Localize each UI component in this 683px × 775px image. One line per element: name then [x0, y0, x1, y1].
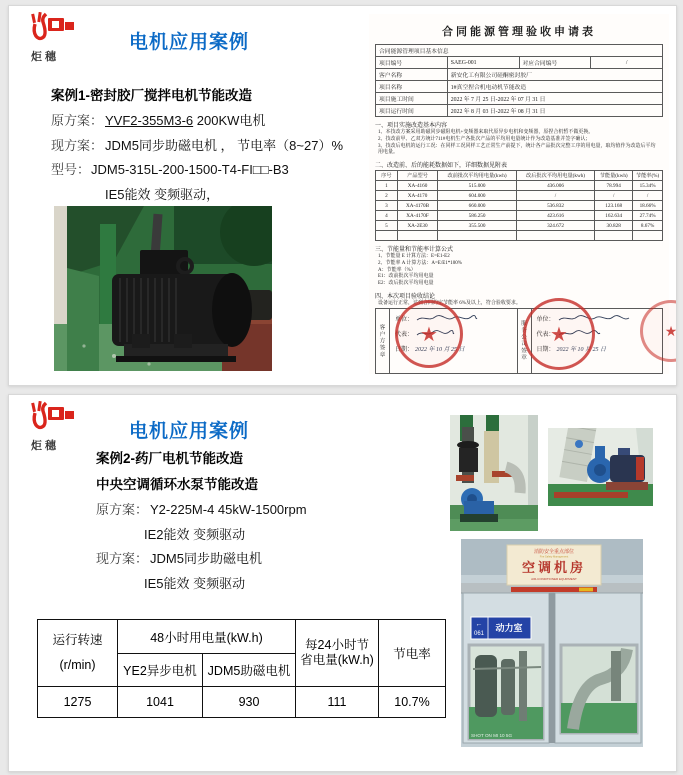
- case1-note: IE5能效 变频驱动，: [105, 186, 220, 202]
- brand-logo-text: 炬穗: [31, 440, 59, 452]
- doc-energy-table: 序号 产品型号 改前批次平均用电量(kwh) 改后批次平均用电量(kwh) 节能量(kwh) 节能率(%) 1 XA-4160 515.000 436.006 78.994 15.34% 2 XA-4170 604.000 / / / 3 XA-4170B 660.000 536.832 123.168 18.66% 4 XA-4170F 586.250 423.616 162.634 27.74% 5 XA-2E30 355.500 324.672 30.828 8.67%: [375, 170, 663, 241]
- svg-text:←: ←: [475, 621, 483, 628]
- slide2-page-title: 电机应用案例: [128, 421, 249, 442]
- table-row: 2 XA-4170 604.000 / / /: [376, 191, 663, 201]
- case1-title: 案例1-密封胶厂搅拌电机节能改造: [51, 88, 253, 103]
- handwritten-date-left: 2022 年 10 月 25 日: [415, 346, 465, 353]
- case1-new-value: JDM5同步助磁电机 ， 节电率（8~27）%: [105, 137, 344, 153]
- energy-comparison-table: [37, 619, 446, 718]
- right-door-window: [561, 645, 637, 733]
- brand-logo-text: 炬穗: [31, 51, 59, 63]
- doc-section3-title: 三、节能量和节能率计算公式: [375, 247, 454, 253]
- col-header-speed: 运行转速 (r/min): [38, 620, 118, 687]
- left-door-window: [469, 645, 543, 739]
- case2-text-block: [96, 447, 426, 600]
- case2-title-line2: 中央空调循环水泵节能改造: [96, 477, 258, 492]
- photo-motor-install: [548, 428, 653, 506]
- service-signature-cell: 单位： 代表： 日期： 2022 年 10 月 25 日: [531, 308, 662, 373]
- acceptance-document: 合同能源管理验收申请表 合同能源管理项目基本信息 项目编号 SAEG-001 对应合同编号 / 客户名称 新安化工有限公司硅酮密封胶厂 项目名称 1#真空捏合机电动机节能改造 项目施工时间 2022 年 7 月 25 日-2022 年 07 月 31 日 项目运行时间 2022 年 8 月 03 日-2022 年 08 月 31 日 一、项目实施改造基本内容 1、本技改方案采用助磁同步磁阻电机+变频器来取代原异步电机和变频器，原捏合机暂不做更换。 2、技改前甲、乙双方统计711#电机生产各批次产品的平均用电量统计作为改造基准并签字确认； 3、技改后电机的运行工况：在同样工况同样工艺正常生产前提下，统计各产品批次完整工序的用电量，取均值作为改造后平均用电量。 二、改造前、后的能耗数据如下，详细数据见附表 序号 产品型号 改前批次平均用电量(kwh) 改后批次平均用电量(kwh) 节能量(kwh) 节能率(%) 1 XA-4160 515.000 436.006 78.994 15.34% 2 XA-4170 604.000 / / / 3 XA-4170B 660.000 536.832 123.168 18.66% 4 XA-4170F 586.250 423.616 162.634 27.74% 5 XA-2E30 355.500 324.672 30.828 8.67% 三、节能量和节能率计算公式 1、节能量 E 计算方法：E=E1-E2 2、节能率 A 计算方法：A=E/E1*100% A：节能率（%） E1：改前批次平均用电量 E2：改后批次平均用电量 四、本次项目验收结论 设备运行正常，达到合同约定节能率 6%及以上，符合验收要求。 客户方签章 单位： 代表： 日期： 2022 年 10 月 25 日 服务公司签章 单位： 代表： 日期： 2022 年 10 月 25 日 ★ ★: [369, 14, 669, 374]
- table-row: 1 XA-4160 515.000 436.006 78.994 15.34%: [376, 181, 663, 191]
- doc-section1-title: 一、项目实施改造基本内容: [375, 123, 448, 129]
- case1-original-label: 原方案：: [51, 113, 104, 128]
- slide-2-card: [8, 394, 677, 772]
- col-header-rate: 节电率: [379, 620, 446, 687]
- case1-model-label: 型号：: [51, 162, 91, 178]
- case1-model: [51, 162, 371, 178]
- power-room-sign: [471, 617, 531, 639]
- case1-text-block: [51, 84, 371, 211]
- svg-text:动力室: 动力室: [495, 623, 523, 633]
- table-row-empty: [376, 231, 663, 241]
- customer-stamp: [395, 300, 463, 368]
- aircon-room-sign: [507, 545, 601, 592]
- case2-original-value: Y2-225M-4 45kW-1500rpm: [150, 502, 307, 517]
- col-header-48h: 48小时用电量(kW.h): [118, 620, 296, 654]
- case1-new-plan: [51, 138, 371, 154]
- svg-text:061: 061: [473, 631, 485, 637]
- case2-original-label: 原方案：: [96, 502, 149, 517]
- svg-text:AIR-CONDITIONER EQUIPMENT: AIR-CONDITIONER EQUIPMENT: [531, 577, 577, 581]
- case2-new-note: IE5能效 变频驱动: [144, 575, 246, 591]
- slide1-page-title: 电机应用案例: [128, 32, 249, 53]
- table-row: 3 XA-4170B 660.000 536.832 123.168 18.66%: [376, 201, 663, 211]
- doc-section2-title: 二、改造前、后的能耗数据如下，详细数据见附表: [375, 163, 508, 169]
- doc-title: 合同能源管理验收申请表: [442, 26, 596, 38]
- col-header-saving: 每24小时节 省电量(kW.h): [296, 620, 379, 687]
- case2-new-label: 现方案：: [96, 551, 149, 567]
- photo-watermark: SHOT ON MI 10 5G: [471, 733, 513, 738]
- service-seal-label: 服务公司签章: [517, 308, 531, 373]
- handwritten-date-right: 2022 年 10 月 25 日: [556, 346, 607, 353]
- table-row: 4 XA-4170F 586.250 423.616 162.634 27.74%: [376, 211, 663, 221]
- table-row: 1275 1041 930 111 10.7%: [38, 687, 446, 718]
- table-row: 5 XA-2E30 355.500 324.672 30.828 8.67%: [376, 221, 663, 231]
- customer-signature-cell: 单位： 代表： 日期： 2022 年 10 月 25 日: [390, 308, 518, 373]
- case1-original-plan: [51, 113, 371, 129]
- photo-pump-piping: [450, 415, 538, 531]
- col-header-jdm5: JDM5助磁电机: [203, 654, 296, 687]
- case1-model-value: JDM5-315L-200-1500-T4-FI□□-B3: [91, 162, 289, 178]
- case2-new-plan: [96, 551, 426, 567]
- case2-title-line1: 案例2-药厂电机节能改造: [96, 451, 244, 466]
- case2-new-value: JDM5同步助磁电机: [150, 551, 262, 567]
- customer-seal-label: 客户方签章: [376, 308, 390, 373]
- col-header-ye2: YE2异步电机: [118, 654, 203, 687]
- case1-original-value: YVF2-355M3-6 200KW电机: [105, 113, 266, 128]
- doc-section4-title: 四、本次项目验收结论: [375, 293, 436, 300]
- doc-info-header: 合同能源管理项目基本信息: [376, 45, 663, 57]
- case2-original-note: IE2能效 变频驱动: [144, 526, 246, 542]
- case1-new-label: 现方案：: [51, 137, 104, 153]
- doc-info-table: 合同能源管理项目基本信息 项目编号 SAEG-001 对应合同编号 / 客户名称 新安化工有限公司硅酮密封胶厂 项目名称 1#真空捏合机电动机节能改造 项目施工时间 2022 年 7 月 25 日-2022 年 07 月 31 日 项目运行时间 2022 年 8 月 03 日-2022 年 08 月 31 日: [375, 44, 663, 117]
- photo-machine-room: [461, 539, 643, 747]
- service-company-stamp: [523, 298, 595, 370]
- svg-text:空调机房: 空调机房: [521, 560, 587, 575]
- slide-1-card: [8, 5, 677, 386]
- case2-original-plan: [96, 502, 426, 518]
- svg-text:Fire Safety Management: Fire Safety Management: [539, 555, 569, 559]
- svg-text:消防安全重点部位: 消防安全重点部位: [533, 549, 575, 555]
- photo-mixer-motor: [54, 206, 272, 371]
